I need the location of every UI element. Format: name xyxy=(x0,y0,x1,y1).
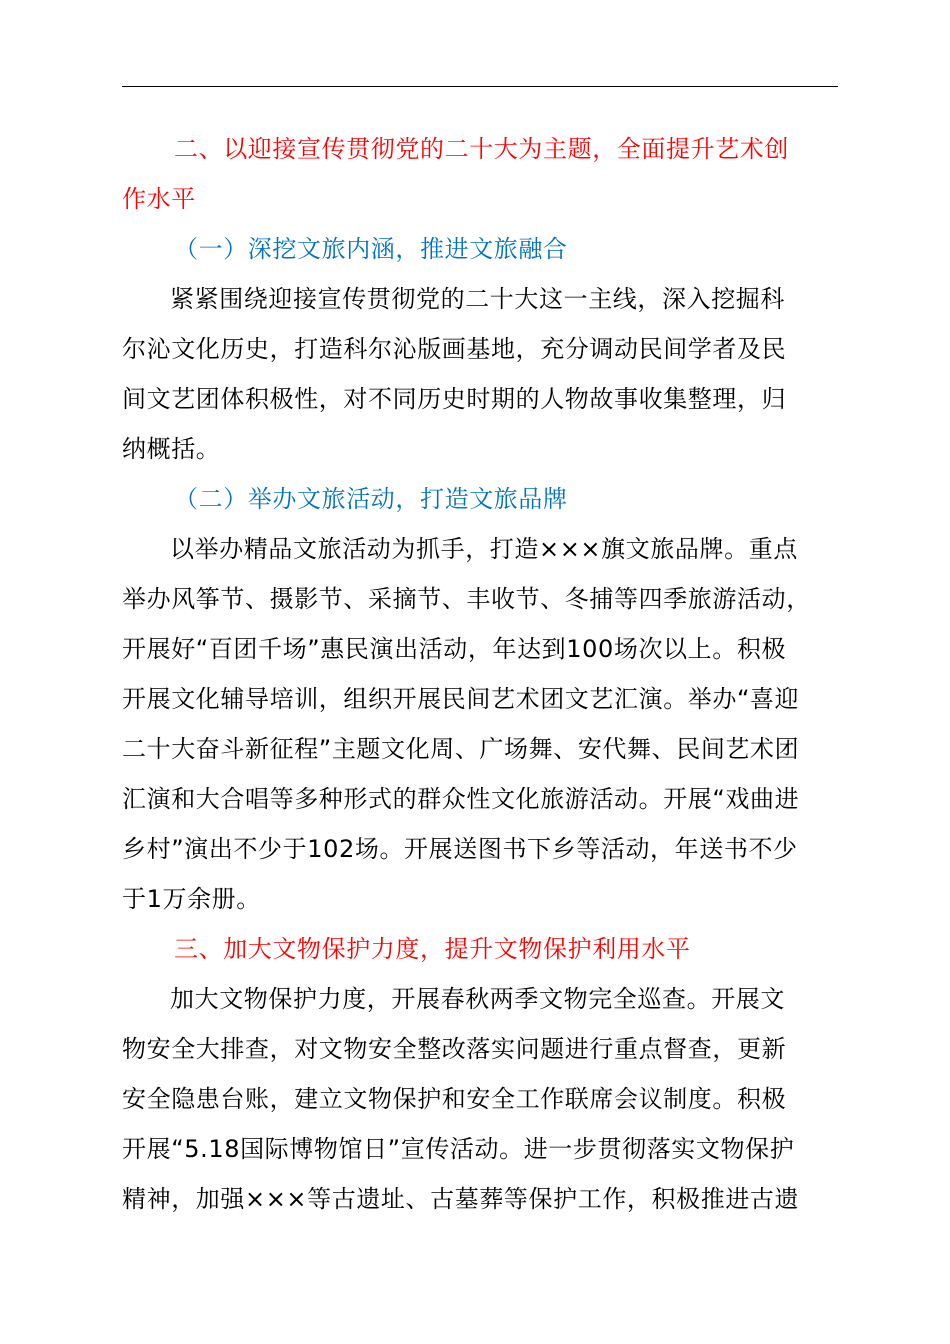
document-body xyxy=(122,124,838,1224)
subheading-2: （二）举办文旅活动，打造文旅品牌 xyxy=(174,485,568,513)
section-heading-2: 二、以迎接宣传贯彻党的二十大为主题，全面提升艺术创 作水平 xyxy=(122,135,789,213)
paragraph-sub2: 以举办精品文旅活动为抓手，打造×××旗文旅品牌。重点 举办风筝节、摄影节、采摘节、丰收节、冬捕等四季旅游活动， 开展好“百团千场”惠民演出活动，年达到100场次以上。积极 开展文化辅导培训，组织开展民间艺术团文艺汇演。举办“喜迎 二十大奋斗新征程”主题文化周、广场舞、安代舞、民间艺术团 汇演和大合唱等多种形式的群众性文化旅游活动。开展“戏曲进 乡村”演出不少于102场。开展送图书下乡等活动，年送书不少 于1万余册。 xyxy=(122,535,811,913)
section-heading-3: 三、加大文物保护力度，提升文物保护利用水平 xyxy=(174,935,691,963)
paragraph-section3: 加大文物保护力度，开展春秋两季文物完全巡查。开展文 物安全大排查，对文物安全整改落实问题进行重点督查，更新 安全隐患台账，建立文物保护和安全工作联席会议制度。积极 开展“5.18国际博物馆日”宣传活动。进一步贯彻落实文物保护 精神，加强×××等古遗址、古墓葬等保护工作，积极推进古遗 xyxy=(122,985,800,1213)
header-rule xyxy=(122,86,838,87)
subheading-1: （一）深挖文旅内涵，推进文旅融合 xyxy=(174,235,568,263)
paragraph-sub1: 紧紧围绕迎接宣传贯彻党的二十大这一主线，深入挖掘科 尔沁文化历史，打造科尔沁版画基地，充分调动民间学者及民 间文艺团体积极性，对不同历史时期的人物故事收集整理，归 纳概括。 xyxy=(122,285,787,463)
